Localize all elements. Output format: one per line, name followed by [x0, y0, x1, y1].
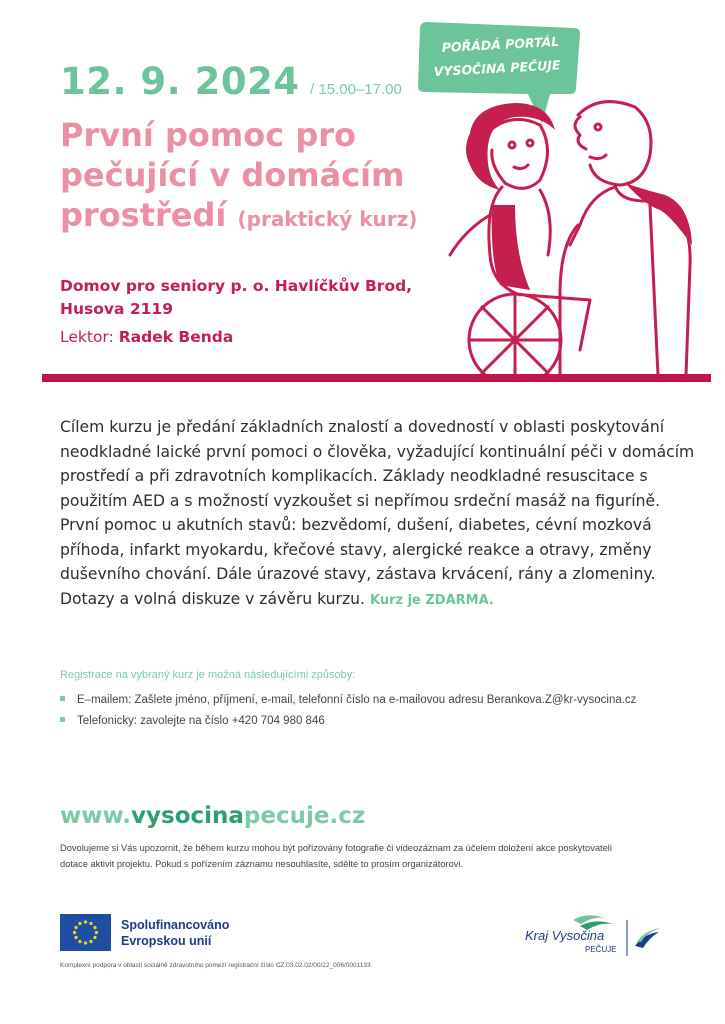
- speech-line-1: POŘÁDÁ PORTÁL: [441, 33, 560, 55]
- website-suffix: pecuje.cz: [243, 803, 366, 829]
- course-description: [60, 415, 700, 613]
- photo-notice: Dovolujeme si Vás upozornit, že během kurzu mohou být pořizovány fotografie či videozáznam za účelem doložení akce poskytovateli dotace aktivit projektu. Pokud s pořízením záznamu nesouhlasíte, sdělte to prosím organizátorovi.: [60, 843, 612, 869]
- eu-line-1: Spolufinancováno: [121, 918, 230, 932]
- bullet-icon: [60, 717, 65, 722]
- lector-label: Lektor:: [60, 328, 114, 346]
- website-main: vysocina: [131, 803, 244, 829]
- eu-line-2: Evropskou unií: [121, 934, 212, 948]
- registration-email-text: E–mailem: Zašlete jméno, příjmení, e-mail, telefonní číslo na e-mailovou adresu Berankova.Z@kr-vysocina.cz: [77, 694, 637, 706]
- section-divider: [42, 374, 711, 382]
- registration-phone-text: Telefonicky: zavolejte na číslo +420 704 980 846: [77, 715, 325, 727]
- event-title-main: První pomoc pro pečující v domácím prostředí: [60, 116, 405, 234]
- registration-phone-item: [60, 715, 325, 727]
- event-date-line: [60, 60, 402, 103]
- free-note: Kurz je ZDARMA.: [369, 592, 494, 608]
- bullet-icon: [60, 696, 65, 701]
- project-registration-note: Komplexní podpora v oblasti sociálně zdravotního pomezí registrační číslo CZ.03.02.02/00/22_006/0001133: [60, 962, 371, 969]
- event-time: / 15.00–17.00: [310, 81, 402, 98]
- caregiver-illustration: [430, 95, 720, 375]
- place-line-2: Husova 2119: [60, 300, 173, 318]
- website-prefix: www.: [60, 803, 132, 829]
- website-link[interactable]: [60, 803, 365, 829]
- registration-email-item: [60, 694, 636, 706]
- kraj-logo-text: Kraj Vysočina: [525, 928, 605, 943]
- kraj-logo-sub: PEČUJE: [585, 945, 617, 954]
- event-title-sub: (praktický kurz): [237, 207, 418, 231]
- kraj-vysocina-logo: [525, 912, 665, 962]
- eu-cofinanced-text: [121, 917, 229, 949]
- event-title: [60, 115, 430, 239]
- place-line-1: Domov pro seniory p. o. Havlíčkův Brod,: [60, 277, 413, 295]
- description-text: Cílem kurzu je předání základních znalostí a dovedností v oblasti poskytování neodkladné laické první pomoci o člověka, vyžadující kontinuální péči v domácím prostředí a při zdravotních komplikacích. Základy neodkladné resuscitace s použitím AED a s možností vyzkoušet si nepřímou srdeční masáž na figuríně. První pomoc u akutních stavů: bezvědomí, dušení, diabetes, cévní mozková příhoda, infarkt myokardu, křečové stavy, alergické reakce a otravy, změny duševního chování. Dále úrazové stavy, zástava krvácení, rány a zlomeniny. Dotazy a volná diskuze v závěru kurzu.: [60, 418, 695, 608]
- event-lector: [60, 328, 233, 346]
- eu-flag-icon: [60, 914, 111, 951]
- event-date: 12. 9. 2024: [60, 60, 300, 103]
- event-place: [60, 275, 412, 321]
- lector-name: Radek Benda: [118, 328, 234, 346]
- registration-heading: Registrace na vybraný kurz je možná následujícími způsoby:: [60, 669, 356, 681]
- speech-line-2: VYSOČINA PEČUJE: [433, 57, 561, 79]
